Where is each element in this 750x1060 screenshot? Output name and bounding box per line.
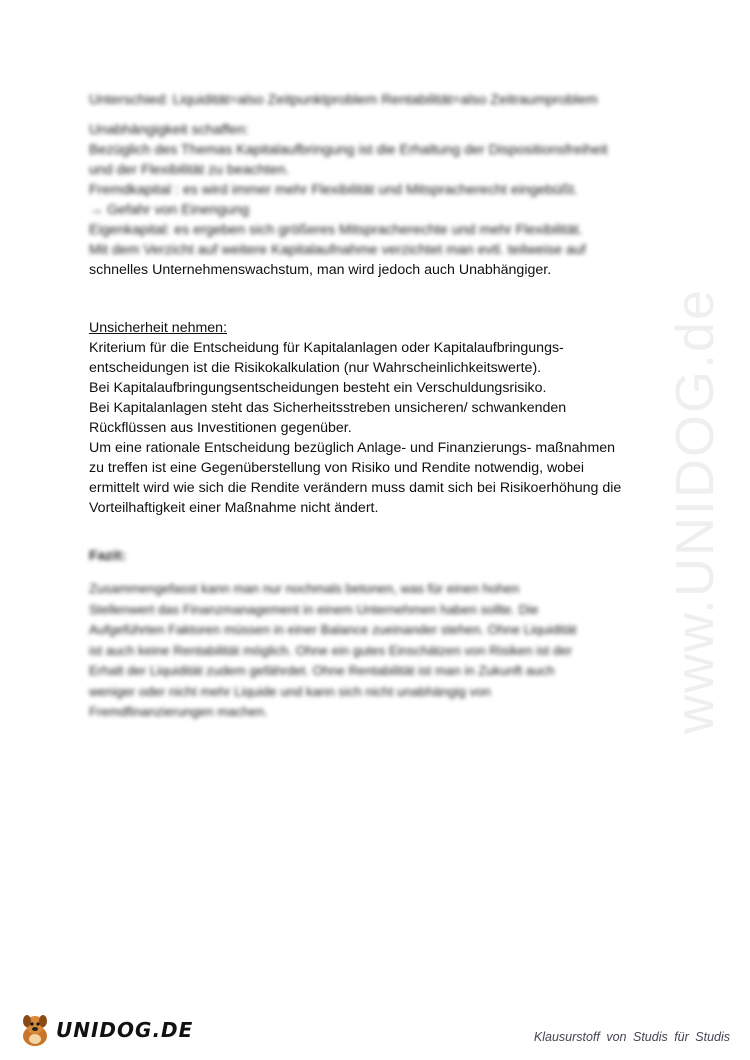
- blurred-subheading: Unabhängigkeit schaffen:: [89, 122, 249, 138]
- footer-tagline: Klausurstoff von Studis für Studis: [533, 1030, 730, 1044]
- section-line: ermittelt wird wie sich die Rendite verändern muss damit sich bei Risikoerhöhung die: [89, 480, 622, 496]
- conclusion-heading: Fazit:: [89, 548, 127, 564]
- blurred-line: Aufgeführten Faktoren müssen in einer Balance zueinander stehen. Ohne Liquidität: [89, 622, 577, 637]
- blurred-line: → Gefahr von Einengung: [89, 202, 250, 218]
- blurred-line: Mit dem Verzicht auf weitere Kapitalaufnahme verzichtet man evtl. teilweise auf: [89, 242, 586, 258]
- blurred-line: Bezüglich des Themas Kapitalaufbringung ist die Erhaltung der Dispositionsfreiheit: [89, 142, 608, 158]
- unidog-logo[interactable]: [16, 1012, 193, 1048]
- uncertainty-section: [89, 318, 669, 518]
- section-line: Vorteilhaftigkeit einer Maßnahme nicht ändert.: [89, 500, 379, 516]
- section-line: entscheidungen ist die Risikokalkulation (nur Wahrscheinlichkeitswerte).: [89, 360, 542, 376]
- conclusion-block: [89, 579, 669, 723]
- site-watermark: www.UNIDOG.de: [665, 287, 725, 735]
- blurred-line: Fremdfinanzierungen machen.: [89, 704, 268, 719]
- conclusion-heading-block: [89, 546, 669, 566]
- blurred-line: Stellenwert das Finanzmanagement in einem Unternehmen haben sollte. Die: [89, 601, 539, 617]
- intro-block: [89, 90, 669, 280]
- section-heading: Unsicherheit nehmen:: [89, 320, 228, 336]
- section-line: zu treffen ist eine Gegenüberstellung von Risiko und Rendite notwendig, wobei: [89, 460, 585, 476]
- blurred-line: und der Flexibilität zu beachten.: [89, 162, 290, 178]
- blurred-line: ist auch keine Rentabilität möglich. Ohne ein gutes Einschätzen von Risiken ist der: [89, 642, 573, 658]
- blurred-line: Erhalt der Liquidität zudem gefährdet. Ohne Rentabilität ist man in Zukunft auch: [89, 663, 555, 678]
- blurred-heading: Unterschied: Liquidität=also Zeitpunktproblem Rentabilität=also Zeitraumproblem: [89, 92, 598, 108]
- blurred-line: Fremdkapital : es wird immer mehr Flexibilität und Mitspracherecht eingebüßt.: [89, 182, 578, 198]
- section-line: Bei Kapitalaufbringungsentscheidungen besteht ein Verschuldungsrisiko.: [89, 380, 547, 396]
- blurred-line: Zusammengefasst kann man nur nochmals betonen, was für einen hohen: [89, 581, 520, 596]
- dog-mascot-icon: [16, 1012, 54, 1048]
- blurred-line: Eigenkapital: es ergeben sich größeres Mitspracherechte und mehr Flexibilität.: [89, 222, 583, 238]
- section-line: Rückflüssen aus Investitionen gegenüber.: [89, 420, 352, 436]
- section-line: Kriterium für die Entscheidung für Kapitalanlagen oder Kapitalaufbringungs-: [89, 340, 564, 356]
- visible-line: schnelles Unternehmenswachstum, man wird jedoch auch Unabhängiger.: [89, 262, 552, 278]
- blurred-line: weniger oder nicht mehr Liquide und kann sich nicht unabhängig von: [89, 683, 491, 699]
- logo-text: UNIDOG.DE: [56, 1018, 194, 1042]
- section-line: Bei Kapitalanlagen steht das Sicherheitsstreben unsicheren/ schwankenden: [89, 400, 567, 416]
- section-line: Um eine rationale Entscheidung bezüglich Anlage- und Finanzierungs- maßnahmen: [89, 440, 616, 456]
